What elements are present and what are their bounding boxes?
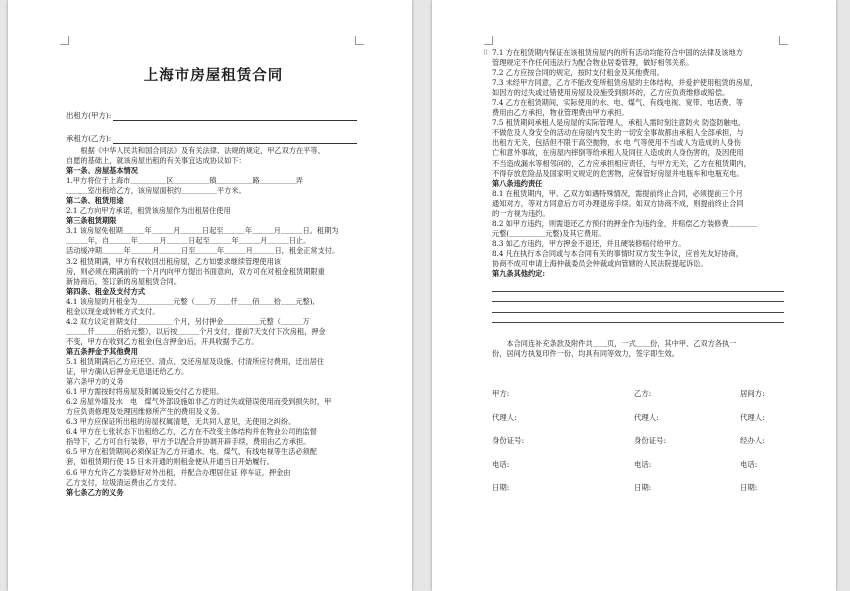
section-heading: 第一条、房屋基本情况: [66, 166, 138, 176]
clause-line: 2.1 乙方向甲方承诺，租赁该房屋作为出租居住使用: [66, 206, 231, 216]
signature-row: [492, 435, 792, 447]
clause-line: 乙方支付，垃圾清运费由乙方支付。: [66, 477, 182, 487]
clause-line: 7.2 乙方应按合同的规定，按时支付租金及其他费用。: [492, 68, 664, 78]
clause-line: 证，甲方确认后押金无息退还给乙方。: [66, 367, 189, 377]
clause-line: 6.3 甲方应保证所出租的房屋权属清楚，无共同人意见，无使用之纠纷。: [66, 417, 296, 427]
section-heading: 第四条、租金及支付方式: [66, 286, 146, 296]
clause-line: 的一方视为违约。: [492, 208, 550, 218]
clause-line: 第六条甲方的义务: [66, 377, 124, 387]
clause-line: 6.4 甲方在七张状态下出租给乙方，乙方在不改变主体结构并在物业公司的监督: [66, 427, 317, 437]
signature-field-label: 日期:: [634, 483, 652, 492]
signature-row: [492, 412, 792, 424]
clause-line: 管理规定不作任何违法行为配合物业居委管理，做好相邻关系。: [492, 58, 694, 68]
clause-line: 7.3 未经甲方同意，乙方不能改变所租赁房屋的主体结构，并爱护使用租赁的房屋，: [492, 78, 758, 88]
contract-body-right: [492, 48, 788, 359]
drag-handle-icon[interactable]: ⠿: [483, 49, 489, 57]
clause-line: ＿＿＿年，自＿＿＿年＿＿＿月＿＿＿日起至＿＿＿年＿＿＿月＿＿＿日止。: [66, 236, 311, 246]
clause-line: 4.2 双方议定首期支付＿＿＿＿＿个月，另付押金＿＿＿＿＿元整（＿＿＿万: [66, 316, 310, 326]
closing-line: 份，居间方执复印件一份，均具有同等效力，签字即生效。: [492, 349, 679, 359]
clause-line: 3.1 该房屋免租期＿＿＿年＿＿＿月＿＿＿日起至＿＿＿年＿＿＿月＿＿＿日。租期为: [66, 226, 339, 236]
clause-line: 5.1 租赁期满后乙方应还空、清点、交还房屋及设施、付清所应付费用，迁出居住: [66, 356, 325, 366]
clause-line: 方应负责修理及处理因维修所产生的费用及义务。: [66, 407, 225, 417]
signature-field-label: 电话:: [740, 459, 758, 469]
clause-line: 如因方的过失或过错使用房屋及设施受到损坏的，乙方应负责维修或赔偿。: [492, 88, 730, 98]
clause-line: 通知对方，等对方同意后方可办理退房手续。如双方协商不成，则提前终止合同: [492, 198, 744, 208]
lessor-line: [113, 112, 357, 121]
margin-corner-mark: [484, 36, 493, 45]
lessor-label: 出租方(甲方):: [66, 111, 112, 120]
clause-line: 8.3 如乙方违约，甲方押金不退还，并且硬装修赔付给甲方。: [492, 238, 686, 248]
signature-row: [492, 459, 792, 471]
left-page: [8, 0, 412, 591]
clause-line: 7.4 乙方在租赁期间，实际使用的水、电、煤气、有线电视、宽带、电话费、等: [492, 98, 743, 108]
section-heading: 第八条违约责任: [492, 178, 543, 188]
blank-line: [492, 313, 784, 324]
clause-line: 费用由乙方承担，物业管理费由甲方承担。: [492, 108, 629, 118]
signature-field-label: 电话:: [492, 459, 510, 469]
signature-field-label: 居间方:: [740, 389, 765, 398]
document-title: 上海市房屋租赁合同: [143, 67, 284, 84]
lessee-label: 承租方(乙方):: [66, 134, 112, 143]
signature-field-label: 代理人:: [492, 412, 517, 422]
clause-line: 6.1 甲方需按时将房屋及附属设施交付乙方使用。: [66, 387, 224, 397]
other-terms-blank-lines: [492, 281, 788, 323]
clause-line: 7.5 租赁期间承租人是房屋的实际管理人，承租人需时刻注意防火 防盗防触电，: [492, 118, 746, 128]
clause-line: 自愿的基础上，就该房屋出租的有关事宜达成协议如下：: [66, 156, 246, 166]
signature-field-label: 经办人:: [740, 436, 765, 445]
clause-line: 租金以现金或转帐方式支付。: [66, 306, 160, 316]
clause-line: 不做危及人身安全的活动在房屋内发生的一切安全事故都由承租人全部承担，与: [492, 128, 744, 138]
clause-line: 不当造成漏水等相邻问的，乙方应承担相应责任，与甲方无关，乙方在租赁期内，: [492, 158, 751, 168]
signature-field-label: 电话:: [634, 459, 652, 469]
clause-line: 6.6 甲方允许乙方装修好对外出租，并配合办理居住证 停车证，押金由: [66, 467, 291, 477]
clause-line: 根据《中华人民共和国合同法》及有关法律、法规的规定，甲乙双方在平等、: [66, 146, 325, 155]
clause-line: 协商不成可申请上海仲裁委员会仲裁或向管辖的人民法院提起诉讼。: [492, 258, 708, 268]
clause-line: 8.2 如甲方违约，则需退还乙方预付的押金作为违约金，并赔偿乙方装修费＿＿＿＿: [492, 218, 758, 228]
signature-field-label: 日期:: [492, 483, 510, 492]
margin-corner-mark: [60, 36, 69, 45]
blank-line: [492, 302, 784, 313]
clause-line: ＿＿＿室出租给乙方，该房屋面积约＿＿＿＿＿平方米。: [66, 186, 246, 196]
signature-field-label: 代理人:: [740, 412, 765, 422]
section-heading: 第九条其他约定:: [492, 269, 545, 279]
right-page: [432, 0, 836, 591]
margin-corner-mark: [779, 36, 788, 45]
clause-line: 8.4 凡在执行本合同或与本合同有关的事情时双方发生争议，应首先友好协商，: [492, 248, 743, 258]
clause-line: 1.甲方将位于上海市＿＿＿＿＿区＿＿＿＿＿镇＿＿＿＿＿路＿＿＿＿＿弄: [66, 176, 303, 186]
clause-line: 元整(＿＿＿＿＿元整)及其它费用。: [492, 228, 606, 238]
section-heading: 第三条租赁期限: [66, 216, 117, 226]
clause-line: 不变，甲方在收到乙方租金(包含押金)后，开具收据予乙方。: [66, 336, 259, 346]
lessee-field[interactable]: [66, 133, 357, 144]
signature-field-label: 身份证号:: [634, 436, 667, 445]
signature-field-label: 代理人:: [634, 412, 659, 422]
lessee-line: [113, 135, 357, 144]
clause-line: 8.1 在租赁期内，甲、乙双方如遇特殊情况，需提前终止合同，必须提前三个月: [492, 188, 743, 198]
clause-line: 亡和意外事故，在房屋内摔倒等给承租人及同住人造成的人身伤害的，及因使用: [492, 148, 744, 158]
signature-field-label: 乙方:: [634, 389, 652, 398]
blank-line: [492, 281, 784, 292]
section-heading: 第五条押金予其他费用: [66, 346, 138, 356]
section-heading: 第七条乙方的义务: [66, 487, 124, 497]
clause-line: 出租方无关，包括但不限于高空抛物，水 电 气等使用不当或人为造成的人身伤: [492, 138, 741, 148]
signature-field-label: 甲方:: [492, 389, 510, 398]
clause-line: ＿＿＿仟＿＿＿佰拾元整），以后按＿＿＿个月支付，提前7天支付下次房租，押金: [66, 326, 326, 336]
clause-line: 4.1 该房屋的月租金为＿＿＿＿＿元整（＿＿万＿＿仟＿＿佰＿＿拾＿＿元整),: [66, 296, 315, 306]
closing-line: 本合同连补充条款及附件共＿＿页，一式＿＿份，其中甲、乙双方各执一: [492, 339, 737, 349]
closing-statement: [492, 339, 788, 359]
blank-line: [492, 292, 784, 303]
signature-row: [492, 388, 792, 400]
clause-line: 不得存放危险品及国家明文规定的危害物，应保管好房屋并电瓶车和电瓶充电。: [492, 168, 744, 178]
clause-line: 6.2 房屋外墙及水 电 煤气外部设施如非乙方的过失或错误使用而受到损失时，甲: [66, 397, 332, 407]
clause-line: 新协商后，签订新的房屋租赁合同。: [66, 276, 182, 286]
lessor-field[interactable]: [66, 110, 357, 121]
signature-field-label: 日期:: [740, 483, 758, 492]
clause-line: 套，如租赁期行使 15 日未开通的则租金便从开通当日开始履行。: [66, 457, 274, 467]
clause-line: 房，则必须在期满前的一个月内向甲方提出书面意向，双方可在对租金租赁期限重: [66, 266, 325, 276]
clause-line: 3.2 租赁期满，甲方有权收回出租房屋，乙方如要求继续管理使用该: [66, 256, 281, 266]
clause-line: 6.5 甲方在租赁期间必须保证为乙方开通水、电、煤气、有线电视等生活必须配: [66, 447, 317, 457]
contract-body-left: [66, 146, 361, 498]
clause-line: 7.1 方在租赁期内保证在该租赁房屋内的所有活动均能符合中国的法律及该地方: [492, 48, 743, 57]
right-lines: [492, 48, 788, 279]
margin-corner-mark: [355, 36, 364, 45]
section-heading: 第二条、租赁用途: [66, 196, 124, 206]
signature-field-label: 身份证号:: [492, 436, 525, 445]
clause-line: 指导下，乙方可自行装修，甲方予以配合并协调开辟手续，费用由乙方承担。: [66, 437, 311, 447]
signature-row: [492, 482, 792, 494]
clause-line: 活动缓冲期＿＿＿年＿＿＿月＿＿＿日至＿＿＿年＿＿＿月＿＿＿日，租金正常支付。: [66, 246, 340, 256]
